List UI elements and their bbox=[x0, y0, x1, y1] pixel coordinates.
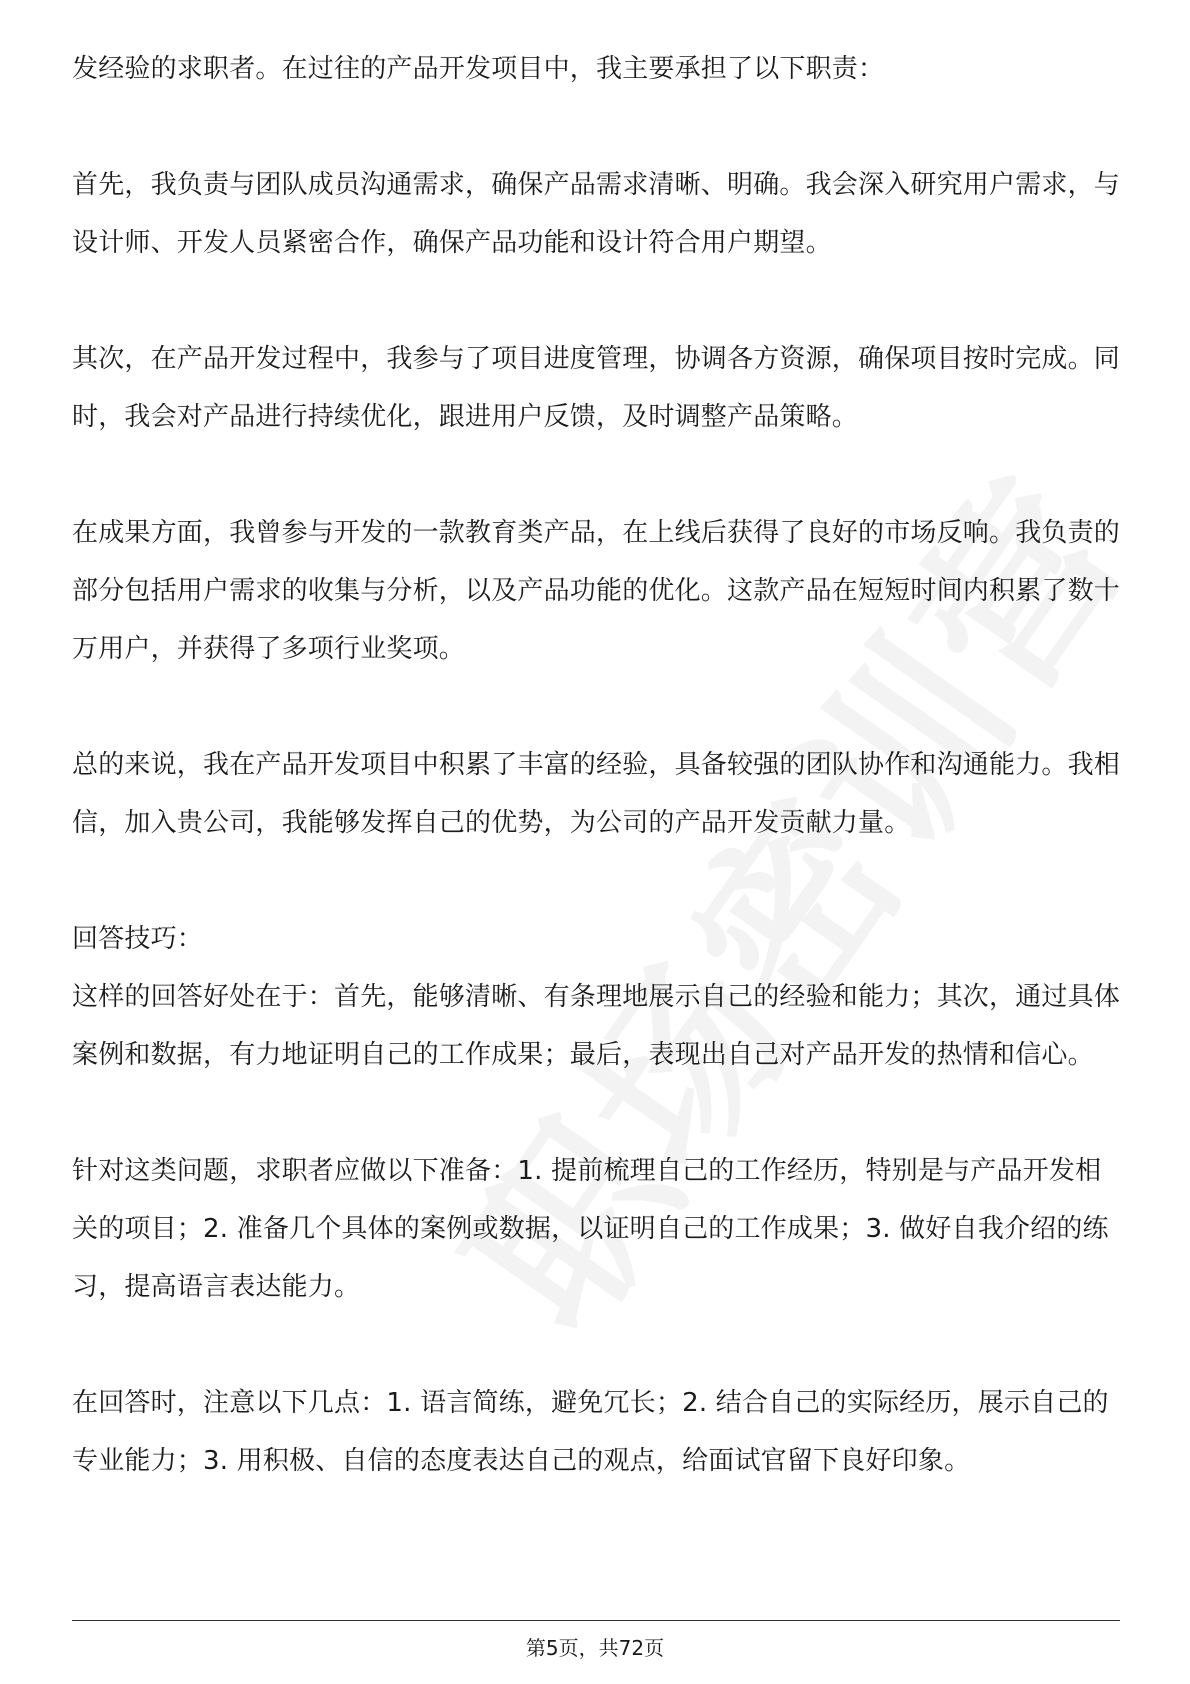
paragraph-intro: 发经验的求职者。在过往的产品开发项目中，我主要承担了以下职责： bbox=[72, 54, 885, 84]
paragraph-attention: 在回答时，注意以下几点：1. 语言简练，避免冗长；2. 结合自己的实际经历，展示自己的专业能力；3. 用积极、自信的态度表达自己的观点，给面试官留下良好印象。 bbox=[72, 1388, 1109, 1476]
paragraph-first: 首先，我负责与团队成员沟通需求，确保产品需求清晰、明确。我会深入研究用户需求，与设计师、开发人员紧密合作，确保产品功能和设计符合用户期望。 bbox=[72, 170, 1121, 258]
document-body bbox=[72, 40, 1120, 1548]
paragraph-tips: 这样的回答好处在于：首先，能够清晰、有条理地展示自己的经验和能力；其次，通过具体案例和数据，有力地证明自己的工作成果；最后，表现出自己对产品开发的热情和信心。 bbox=[72, 982, 1121, 1070]
page-number: 第5页，共72页 bbox=[525, 1636, 665, 1660]
paragraph-preparation: 针对这类问题，求职者应做以下准备：1. 提前梳理自己的工作经历，特别是与产品开发相关的项目；2. 准备几个具体的案例或数据，以证明自己的工作成果；3. 做好自我介绍的练习，提高语言表达能力。 bbox=[72, 1156, 1109, 1302]
section-heading-tips: 回答技巧： bbox=[72, 924, 204, 954]
paragraph-second: 其次，在产品开发过程中，我参与了项目进度管理，协调各方资源，确保项目按时完成。同时，我会对产品进行持续优化，跟进用户反馈，及时调整产品策略。 bbox=[72, 344, 1121, 432]
paragraph-summary: 总的来说，我在产品开发项目中积累了丰富的经验，具备较强的团队协作和沟通能力。我相信，加入贵公司，我能够发挥自己的优势，为公司的产品开发贡献力量。 bbox=[72, 750, 1121, 838]
paragraph-results: 在成果方面，我曾参与开发的一款教育类产品，在上线后获得了良好的市场反响。我负责的部分包括用户需求的收集与分析，以及产品功能的优化。这款产品在短短时间内积累了数十万用户，并获得了多项行业奖项。 bbox=[72, 518, 1121, 664]
footer-divider bbox=[72, 1620, 1120, 1621]
